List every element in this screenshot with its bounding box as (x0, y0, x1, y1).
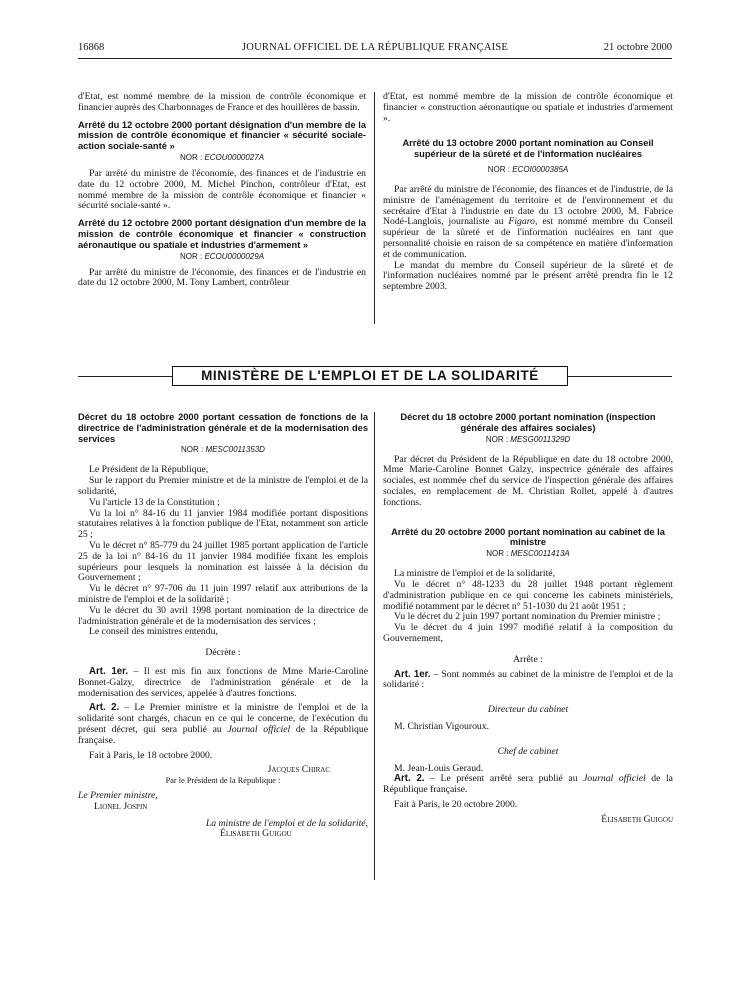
ministry-banner: MINISTÈRE DE L'EMPLOI ET DE LA SOLIDARITÉ (172, 366, 568, 386)
decret-title: Décret du 18 octobre 2000 portant cessation de fonctions de la directrice de l'administration générale et de la modernisation des services (78, 412, 368, 444)
bottom-left-column (78, 412, 368, 840)
appointee-name: M. Christian Vigouroux. (394, 720, 490, 732)
preamble-line: Vu le décret n° 85-779 du 24 juillet 1985 portant application de l'article 25 de la loi n° 84-16 du 11 janvier 1984 modifiée fixant les emplois supérieurs pour lesquels la nomination est laissée à la décision du Gouvernement ; (78, 539, 368, 584)
issue-date: 21 octobre 2000 (603, 42, 672, 53)
bottom-right-column (383, 412, 673, 826)
nor-reference: NOR : MESG0011329D (485, 434, 571, 444)
arrete-body: Par arrêté du ministre de l'économie, des finances et de l'industrie en date du 12 octobre 2000, M. Tony Lambert, contrôleur (78, 266, 366, 289)
role-title: Directeur du cabinet (487, 704, 569, 716)
decrete-label: Décrète : (205, 647, 241, 659)
preamble-line: Vu la loi n° 84-16 du 11 janvier 1984 modifiée portant dispositions statutaires relatives à la fonction publique de l'Etat, notamment son article 25 ; (78, 507, 368, 541)
nor-reference: NOR : ECOU0000027A (179, 152, 265, 162)
preamble-line: Vu le décret n° 97-706 du 11 juin 1997 relatif aux attributions de la ministre de l'emploi et de la solidarité ; (78, 583, 368, 605)
ministry-rule-right (568, 376, 672, 377)
ministre-name: Élisabeth Guigou (220, 828, 292, 840)
arrete-body: Le mandat du membre du Conseil supérieur de la sûreté et de l'information nucléaires nommé par le présent arrêté prendra fin le 12 septembre 2003. (383, 259, 673, 293)
article-2: Art. 2. – Le présent arrêté sera publié au Journal officiel de la République française. (383, 773, 673, 796)
fait-date: Fait à Paris, le 18 octobre 2000. (89, 749, 213, 761)
top-right-column (383, 92, 673, 293)
arrete-title: Arrêté du 13 octobre 2000 portant nomination au Conseil supérieur de la sûreté et de l'information nucléaires (402, 138, 654, 160)
nor-reference: NOR : ECOI0000385A (487, 164, 569, 174)
preamble-line: Le conseil des ministres entendu, (89, 626, 218, 638)
signature: Élisabeth Guigou (601, 813, 673, 825)
nor-reference: NOR : ECOU0000029A (179, 251, 265, 261)
fait-date: Fait à Paris, le 20 octobre 2000. (394, 798, 518, 810)
preamble-line: Vu le décret du 4 juin 1997 modifié relatif à la composition du Gouvernement, (383, 622, 673, 644)
par-le-president: Par le Président de la République : (165, 776, 281, 786)
arrete-body: Par arrêté du ministre de l'économie, des finances et de l'industrie, de la ministre de l'aménagement du territoire et de l'environnement et du secrétaire d'Etat à l'industrie en date du 13 octobre 2000, M. Fabrice Nodé-Langlois, journaliste au Figaro, est nommé membre du Conseil supérieur de la sûreté et de l'information nucléaires en tant que personnalité choisie en raison de sa compétence en matière d'information et de communication. (383, 183, 673, 260)
header-rule (78, 58, 672, 59)
column-divider (374, 412, 375, 880)
continuation-text: d'Etat, est nommé membre de la mission de contrôle économique et financier auprès des Charbonnages de France et des houillères de bassin. (78, 91, 366, 113)
preamble-line: Vu le décret du 30 avril 1998 portant nomination de la directrice de l'administration générale et de la modernisation des services ; (78, 604, 368, 627)
nor-reference: NOR : MESC0011353D (181, 445, 265, 455)
preamble-line: Vu le décret n° 48-1233 du 28 juillet 1948 portant règlement d'administration publique en ce qui concerne les cabinets ministériels, modifié notamment par le décret n° 51-1030 du 21 août 1951 ; (383, 578, 673, 612)
preamble-line: Vu le décret du 2 juin 1997 portant nomination du Premier ministre ; (394, 611, 661, 623)
page-header (78, 42, 672, 56)
preamble-line: Vu l'article 13 de la Constitution ; (89, 496, 220, 508)
preamble-line: La ministre de l'emploi et de la solidarité, (394, 568, 556, 580)
decret-title: Décret du 18 octobre 2000 portant nomination (inspection générale des affaires sociales) (400, 412, 656, 433)
preamble-line: Le Président de la République, (89, 464, 209, 476)
arrete-title: Arrêté du 12 octobre 2000 portant désignation d'un membre de la mission de contrôle économique et financier « construction aéronautique ou spatiale et industries d'armement » (78, 218, 366, 250)
arrete-body: Par arrêté du ministre de l'économie, des finances et de l'industrie en date du 12 octobre 2000, M. Michel Pinchon, contrôleur d'Etat, est nommé membre de la mission de contrôle économique et financier « sécurité sociale-santé ». (78, 167, 366, 212)
page-number: 16868 (78, 42, 105, 53)
ministry-rule-left (78, 376, 172, 377)
premier-ministre-name: Lionel Jospin (94, 800, 148, 812)
article-2: Art. 2. – Le Premier ministre et la ministre de l'emploi et de la solidarité sont chargés, chacun en ce qui le concerne, de l'exécution du présent décret, qui sera publié au Journal officiel de la République française. (78, 702, 368, 746)
arrete-label: Arrête : (513, 653, 543, 665)
continuation-text: d'Etat, est nommé membre de la mission de contrôle économique et financier « construction aéronautique ou spatiale et industries d'armement ». (383, 91, 673, 124)
top-left-column (78, 92, 366, 289)
column-divider (374, 92, 375, 324)
ministre-title: La ministre de l'emploi et de la solidarité, (205, 817, 368, 829)
preamble-line: Sur le rapport du Premier ministre et de la ministre de l'emploi et de la solidarité, (78, 475, 368, 497)
arrete-title: Arrêté du 20 octobre 2000 portant nomination au cabinet de la ministre (391, 526, 665, 548)
appointee-name: M. Jean-Louis Geraud. (394, 762, 484, 774)
signature-president: Jacques Chirac (267, 764, 330, 776)
journal-title: JOURNAL OFFICIEL DE LA RÉPUBLIQUE FRANÇAISE (242, 42, 508, 53)
role-title: Chef de cabinet (497, 745, 559, 757)
arrete-title: Arrêté du 12 octobre 2000 portant désignation d'un membre de la mission de contrôle économique et financier « sécurité sociale-action sociale-santé » (78, 119, 366, 152)
article-1: Art. 1er. – Il est mis fin aux fonctions de Mme Marie-Caroline Bonnet-Galzy, directrice de l'administration générale et de la modernisation des services, appelée à d'autres fonctions. (78, 665, 368, 699)
article-1: Art. 1er. – Sont nommés au cabinet de la ministre de l'emploi et de la solidarité : (383, 668, 673, 691)
decret-body: Par décret du Président de la République en date du 18 octobre 2000, Mme Marie-Caroline Bonnet Galzy, inspectrice générale des affaires sociales, est nommée chef du service de l'inspection générale des affaires sociales, en remplacement de M. Christian Rollet, appelé à d'autres fonctions. (383, 453, 673, 508)
premier-ministre-title: Le Premier ministre, (78, 789, 158, 801)
nor-reference: NOR : MESC0011413A (486, 549, 570, 559)
